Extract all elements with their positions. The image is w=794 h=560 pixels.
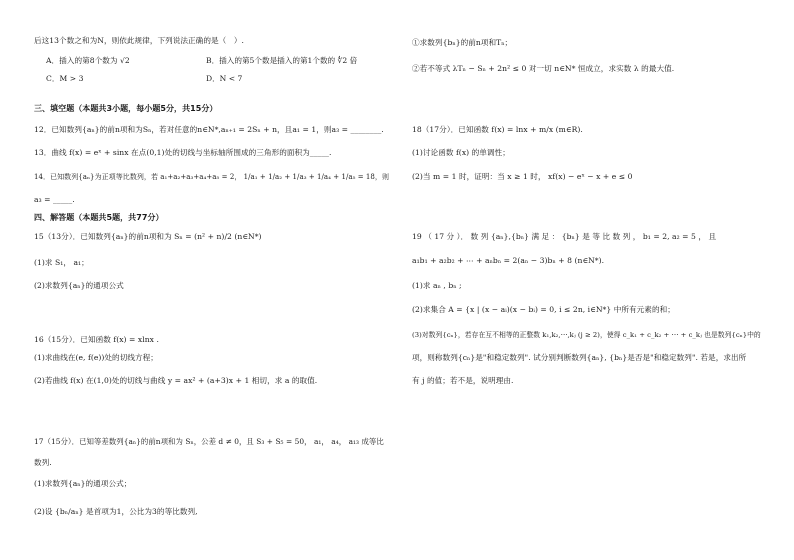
question-15-part-1: (1)求 S₁， a₁； (34, 258, 89, 267)
question-17-stem-line-1: 17（15分）．已知等差数列{aₙ}的前n项和为 Sₙ，公差 d ≠ 0，且 S₃ + S₅ = 50， a₁， a₄， a₁₃ 成等比 (34, 437, 384, 446)
question-16-part-1: (1)求曲线在(e, f(e))处的切线方程； (34, 353, 158, 362)
q11-option-b: B．插入的第5个数是插入的第1个数的 ∜2 倍 (206, 56, 358, 65)
question-19-part-3-line-3: 有 j 的值；若不是，说明理由. (412, 376, 514, 385)
question-18-part-1: (1)讨论函数 f(x) 的单调性； (412, 148, 510, 157)
question-19-part-3-line-2: 项，则称数列{cₙ}是"和稳定数列". 试分别判断数列{aₙ}, {bₙ}是否是"和稳定数列". 若是，求出所 (412, 353, 747, 362)
question-15-part-2: (2)求数列{aₙ}的通项公式 (34, 281, 124, 290)
section-3-title: 三、填空题（本题共3小题，每小题5分，共15分） (34, 104, 218, 113)
question-19-part-3-line-1: (3)对数列{cₙ}，若存在互不相等的正整数 k₁,k₂,⋯,kⱼ (j ≥ 2)，使得 c_k₁ + c_k₂ + ⋯ + c_kⱼ 也是数列{cₙ}中的 (412, 331, 761, 339)
question-15-stem: 15（13分）．已知数列{aₙ}的前n项和为 Sₙ = (n² + n)/2 (n∈N*) (34, 232, 262, 241)
question-18-stem: 18（17分）．已知函数 f(x) = lnx + m/x (m∈R). (412, 125, 583, 134)
section-4-title: 四、解答题（本题共5题，共77分） (34, 213, 164, 222)
question-16-part-2: (2)若曲线 f(x) 在(1,0)处的切线与曲线 y = ax² + (a+3)x + 1 相切，求 a 的取值. (34, 376, 318, 385)
question-17-part-2-sub-2: ②若不等式 λTₙ − Sₙ + 2n² ≤ 0 对一切 n∈N* 恒成立，求实数 λ 的最大值. (412, 64, 675, 73)
question-14-line-1: 14．已知数列{aₙ}为正项等比数列，若 a₁+a₂+a₃+a₄+a₅ = 2， 1/a₁ + 1/a₂ + 1/a₃ + 1/a₄ + 1/a₅ = 18，则 (34, 173, 390, 181)
q11-option-d: D．N < 7 (206, 74, 243, 83)
question-19-part-2: (2)求集合 A = {x | (x − aᵢ)(x − bᵢ) = 0, i ≤ 2n, i∈N*} 中所有元素的和； (412, 305, 675, 314)
question-17-part-1: (1)求数列{aₙ}的通项公式； (34, 479, 132, 488)
question-19-stem-line-1: 19 （ 17 分 ）． 数 列 {aₙ},{bₙ} 满 足 ： {bₙ} 是 等 比 数 列 ， b₁ = 2, a₂ = 5 ， 且 (412, 232, 717, 241)
question-16-stem: 16（15分）．已知函数 f(x) = xlnx . (34, 335, 159, 344)
question-17-part-2-sub-1: ①求数列{bₙ}的前n项和Tₙ； (412, 38, 513, 47)
question-19-part-1: (1)求 aₙ , bₙ ; (412, 281, 462, 290)
question-19-stem-line-2: a₁b₁ + a₂b₂ + ⋯ + aₙbₙ = 2(aₙ − 3)bₙ + 8 (n∈N*). (412, 256, 605, 265)
question-18-part-2: (2)当 m = 1 时，证明：当 x ≥ 1 时， xf(x) − eˣ − x + e ≤ 0 (412, 172, 633, 181)
question-17-part-2: (2)设 {bₙ/aₙ} 是首项为1，公比为3的等比数列, (34, 507, 198, 516)
question-13: 13．曲线 f(x) = eˣ + sinx 在点(0,1)处的切线与坐标轴所围成的三角形的面积为_____. (34, 148, 332, 157)
question-12: 12．已知数列{aₙ}的前n项和为Sₙ，若对任意的n∈N*,aₙ₊₁ = 2Sₙ + n，且a₁ = 1，则a₃ = ________. (34, 125, 384, 134)
q11-tail: 后这13个数之和为N，则依此规律，下列说法正确的是（ ）. (34, 36, 245, 45)
q11-option-c: C．M > 3 (46, 74, 84, 83)
question-17-stem-line-2: 数列. (34, 458, 52, 467)
q11-option-a: A．插入的第8个数为 √2 (46, 56, 130, 65)
question-14-line-2: a₃ = _____. (34, 195, 75, 204)
